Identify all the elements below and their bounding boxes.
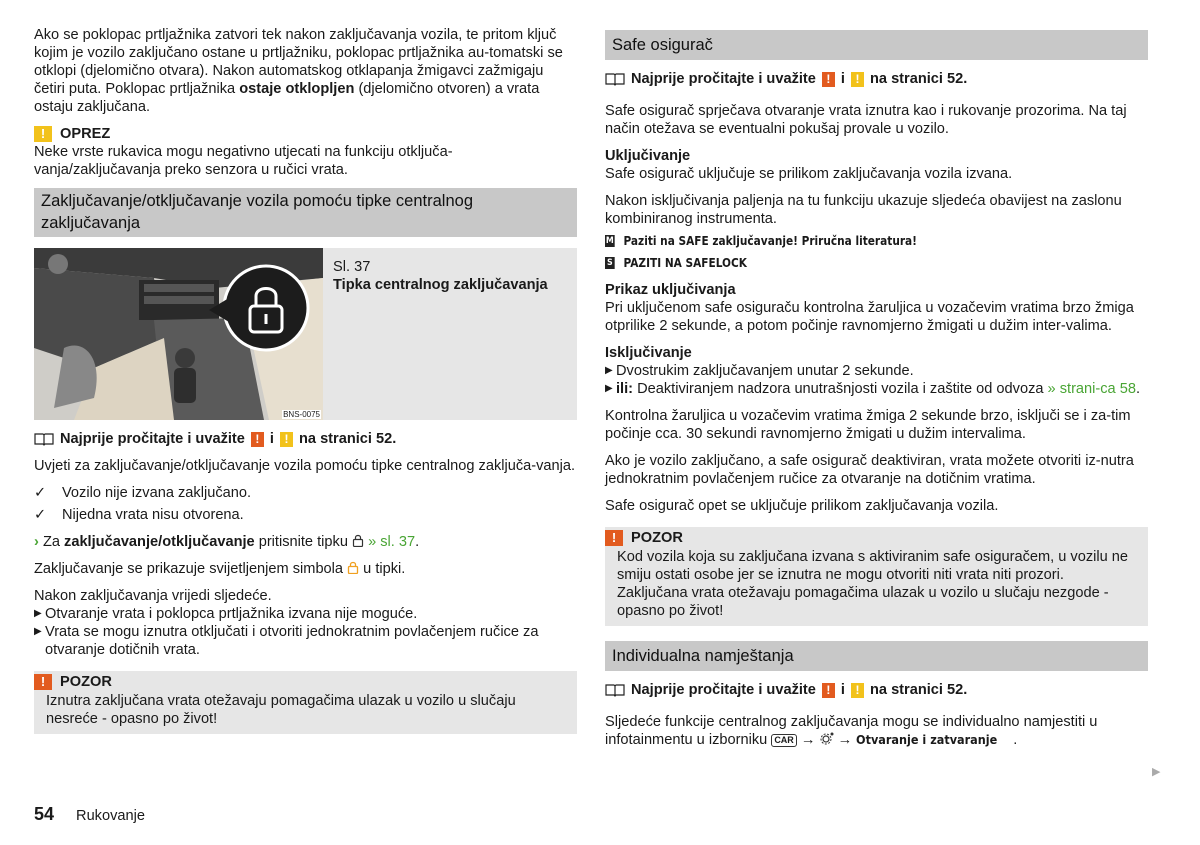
display-message-s: S PAZITI NA SAFELOCK <box>606 256 747 270</box>
step-arrow-icon: › <box>34 534 39 550</box>
section-title-safe: Safe osigurač <box>605 30 1148 60</box>
list-item: ▶ ili: Deaktiviranjem nadzora unutrašnjosti vozila i zaštite od odvoza » strani-ca 58. <box>605 381 1141 397</box>
on-text: Safe osigurač uključuje se prilikom zaključavanja vozila izvana. <box>605 166 1013 182</box>
ignition-text: Nakon isključivanja paljenja na tu funkciju ukazuje sljedeća obavijest na zaslonu kombiniranog instrumenta. <box>605 193 1122 227</box>
danger-text: Kod vozila koja su zaključana izvana s aktiviranim safe osiguračem, u vozilu ne smiju ostati osobe jer se iznutra ne mogu otvoriti niti vrata niti prozori. Zaključana vrata otežavaju pomagačima ulazak u vozilo u slučaju nezgode - opasno po život! <box>617 549 1129 619</box>
individual-text: Sljedeće funkcije centralnog zaključavanja mogu se individualno namjestiti u infotainmentu u izborniku CAR → → Otvaranje i zatvaranje . <box>605 714 1098 748</box>
continue-arrow-icon: ▶ <box>1152 766 1161 778</box>
read-first-note: Najprije pročitajte i uvažite ! i ! na stranici 52. <box>605 681 1148 699</box>
right-column <box>605 30 1148 758</box>
reactivate-text: Safe osigurač opet se uključuje prilikom zaključavanja vozila. <box>605 498 999 514</box>
display-message-m: M Paziti na SAFE zaključavanje! Priručna literatura! <box>605 234 917 248</box>
warning-yellow-icon: ! <box>280 432 293 447</box>
step-instruction: › Za zaključavanje/otključavanje pritisnite tipku » sl. 37. <box>34 534 420 550</box>
warning-yellow-icon: ! <box>851 72 864 87</box>
deactivated-text: Ako je vozilo zaključano, a safe osigurač deaktiviran, vrata možete otvoriti iz-nutra jednokratnim povlačenjem ručice za otvaranje na dotičnim vratima. <box>605 453 1134 487</box>
page-number: 54 <box>34 804 55 824</box>
warning-red-icon: ! <box>251 432 264 447</box>
lamp-text: Kontrolna žaruljica u vozačevim vratima žmiga 2 sekunde brzo, isključi se i za-tim počinje cca. 30 sekundi ravnomjerno žmigati u dužim intervalima. <box>605 408 1131 442</box>
subheading-display: Prikaz uključivanja <box>605 282 736 298</box>
car-interior-illustration <box>34 248 323 420</box>
warning-red-icon: ! <box>822 683 835 698</box>
caution-text: Neke vrste rukavica mogu negativno utjecati na funkciju otključa-vanja/zaključavanja preko senzora u ručici vrata. <box>34 144 453 178</box>
figure-link[interactable]: » sl. 37 <box>368 534 416 550</box>
figure-caption-box <box>323 248 577 420</box>
figure-caption: Tipka centralnog zaključavanja <box>333 277 548 293</box>
figure-image <box>34 248 323 420</box>
display-text: Pri uključenom safe osiguraču kontrolna žaruljica u vozačevim vratima brzo žmiga otprilike 2 sekunde, a potom počinje ravnomjerno žmigati u dužim inter-valima. <box>605 300 1134 334</box>
condition-item: ✓ Vozilo nije izvana zaključano. <box>34 485 252 501</box>
caution-icon: ! <box>34 126 52 142</box>
subheading-on: Uključivanje <box>605 148 691 164</box>
display-m-icon: M <box>605 236 614 246</box>
conditions-intro: Uvjeti za zaključavanje/otključavanje vozila pomoću tipke centralnog zaključa-vanja. <box>34 458 576 474</box>
danger-text: Iznutra zaključana vrata otežavaju pomagačima ulazak u vozilo u slučaju nesreće - opasno po život! <box>46 693 516 727</box>
danger-title: POZOR <box>60 674 112 690</box>
book-icon <box>605 683 625 697</box>
settings-gear-icon <box>820 732 834 745</box>
display-s-icon: S <box>606 258 613 268</box>
book-icon <box>34 432 54 446</box>
left-column <box>34 26 577 744</box>
chapter-name: Rukovanje <box>76 808 145 824</box>
list-item: ▶ Otvaranje vrata i poklopca prtljažnika izvana nije moguće. <box>34 606 418 622</box>
caution-title: OPREZ <box>60 126 111 142</box>
subheading-off: Isključivanje <box>605 345 692 361</box>
figure-label: Sl. 37 <box>333 259 371 275</box>
page-link[interactable]: » strani-ca 58 <box>1047 381 1136 397</box>
lock-lit-icon <box>347 561 359 574</box>
applies-title: Nakon zaključavanja vrijedi sljedeće. <box>34 588 272 604</box>
danger-icon: ! <box>34 674 52 690</box>
warning-red-icon: ! <box>822 72 835 87</box>
list-item: ▶ Dvostrukim zaključavanjem unutar 2 sekunde. <box>605 363 914 379</box>
lock-icon <box>352 534 364 547</box>
check-icon: ✓ <box>34 507 47 523</box>
read-first-note: Najprije pročitajte i uvažite ! i ! na stranici 52. <box>34 430 577 448</box>
danger-box <box>605 527 1148 626</box>
caution-box <box>34 125 577 179</box>
danger-box <box>34 671 577 734</box>
car-menu-icon: CAR <box>771 734 797 747</box>
list-item: ▶ Vrata se mogu iznutra otključati i otvoriti jednokratnim povlačenjem ručice za otvaranje dotičnih vrata. <box>34 624 539 658</box>
check-icon: ✓ <box>34 485 47 501</box>
danger-title: POZOR <box>631 530 683 546</box>
figure-code: BNS-0075 <box>283 410 320 419</box>
warning-yellow-icon: ! <box>851 683 864 698</box>
figure-37 <box>34 248 577 420</box>
indicator-paragraph: Zaključavanje se prikazuje svijetljenjem simbola u tipki. <box>34 561 406 577</box>
safe-intro: Safe osigurač sprječava otvaranje vrata iznutra kao i rukovanje prozorima. Na taj način otežava se eventualni pokušaj provale u vozilo. <box>605 103 1127 137</box>
condition-item: ✓ Nijedna vrata nisu otvorena. <box>34 507 244 523</box>
trunk-paragraph: Ako se poklopac prtljažnika zatvori tek nakon zaključavanja vozila, te pritom ključ kojim je vozilo zaključano ostane u prtljažniku, poklopac prtljažnika au-tomatski se otklopi (djelomično otvara). Nakon automatskog otklapanja žmigavci zažmigaju četiri puta. Poklopac prtljažnika ostaje otkloplјen (djelomično otvoren) a vrata ostaju zaključana. <box>34 27 563 115</box>
read-first-note: Najprije pročitajte i uvažite ! i ! na stranici 52. <box>605 70 1148 88</box>
danger-icon: ! <box>605 530 623 546</box>
page-footer <box>34 805 145 825</box>
section-title-individual: Individualna namještanja <box>605 641 1148 671</box>
section-title-central-lock: Zaključavanje/otključavanje vozila pomoću tipke centralnog zaključavanja <box>34 188 577 237</box>
book-icon <box>605 72 625 86</box>
